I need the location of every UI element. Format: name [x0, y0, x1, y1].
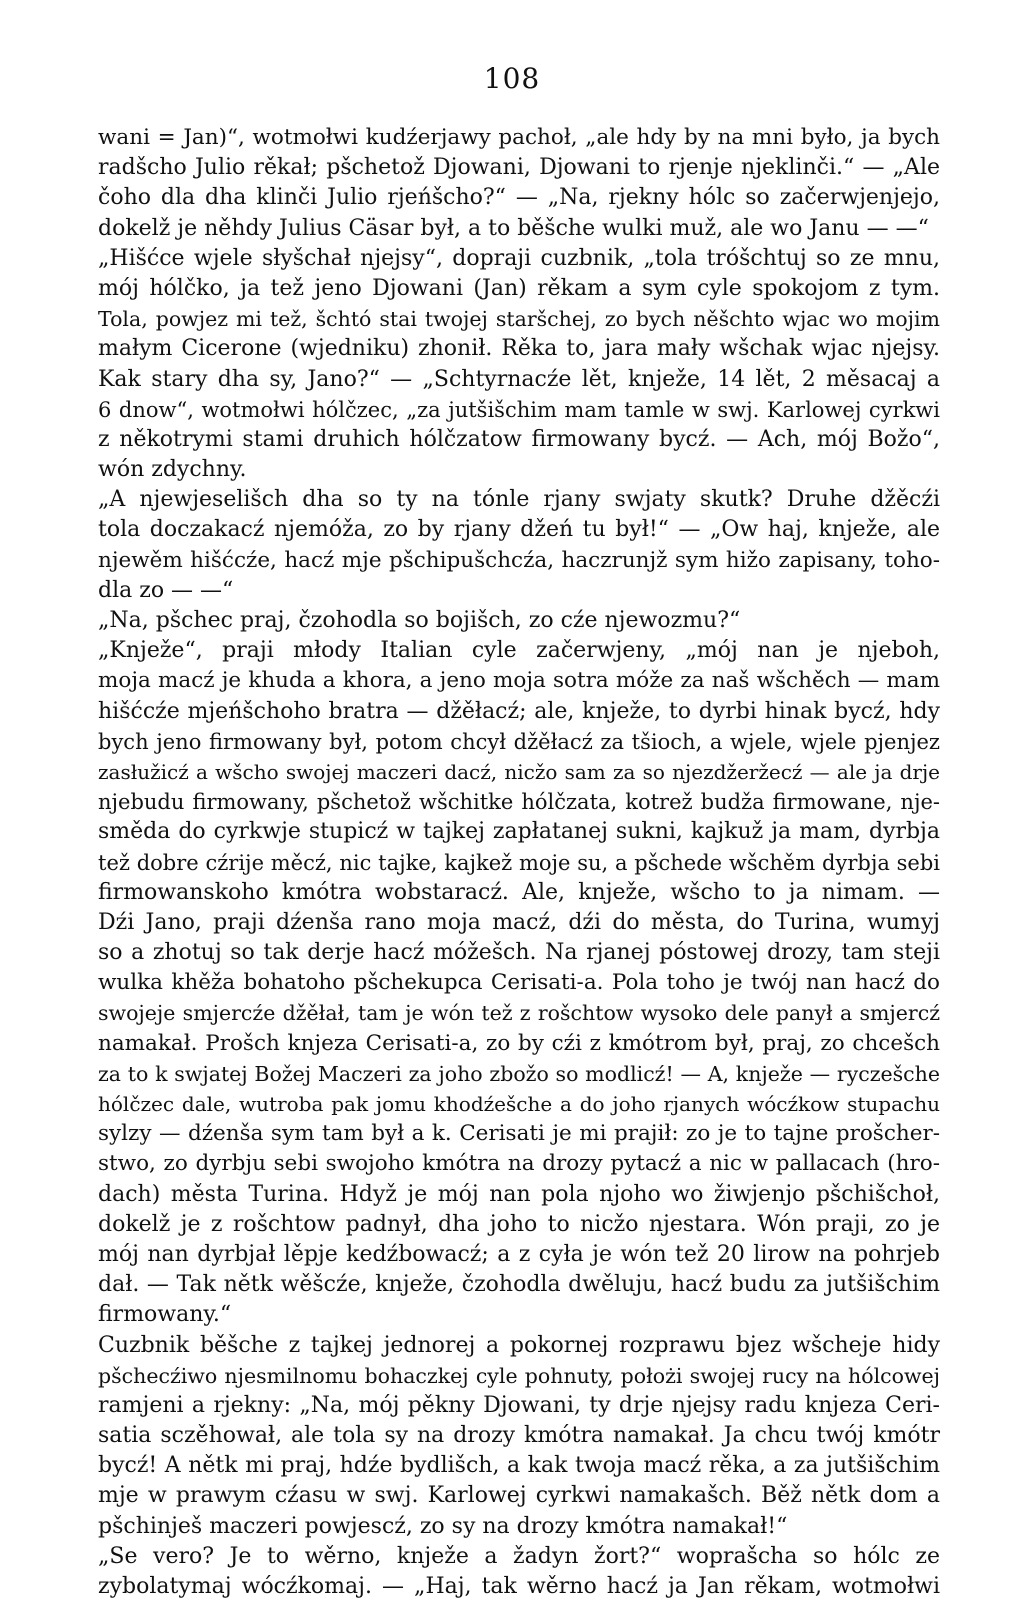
text-line: hišćcźe mjeńšchoho bratra — džěłacź; ale, knježe, to dyrbi hinak bycź, hdy — [98, 698, 940, 724]
text-line: pšchecźiwo njesmilnomu bohaczkej cyle pohnuty, położi swojej rucy na hólcowej — [98, 1363, 940, 1388]
text-line: namakał. Prošch knjeza Cerisati-a, zo by cźi z kmótrom był, praj, zo chcešch — [98, 1030, 940, 1056]
text-line: „A njewjeselišch dha so ty na tónle rjany swjaty skutk? Druhe džěcźi — [98, 487, 940, 513]
text-line: swojeje smjercźe džěłał, tam je wón tež z rošchtow wysoko dele panył a smjercź — [98, 1001, 940, 1026]
text-line: mój hólčko, ja tež jeno Djowani (Jan) rěkam a sym cyle spokojom z tym. — [98, 275, 940, 301]
text-line: stwo, zo dyrbju sebi swojoho kmótra na drozy pytacź a nic w pallacach (hro- — [98, 1151, 940, 1177]
page-number: 108 — [483, 62, 541, 95]
text-line: ramjeni a rjekny: „Na, mój pěkny Djowani, ty drje njejsy radu knjeza Ceri- — [98, 1392, 940, 1418]
text-line: „Se vero? Je to wěrno, knježe a žadyn žort?“ woprašcha so hólc ze — [98, 1543, 940, 1569]
text-line: Tola, powjez mi tež, šchtó stai twojej staršchej, zo bych něšchto wjac wo mojim — [98, 307, 940, 332]
text-line: satia sczěhował, ale tola sy na drozy kmótra namakał. Ja chcu twój kmótr — [98, 1423, 940, 1449]
text-line: bych jeno firmowany był, potom chcył džěłacź za tšioch, a wjele, wjele pjenjez — [98, 729, 940, 754]
text-line: wani = Jan)“, wotmołwi kudźerjawy pachoł, „ale hdy by na mni było, ja bych — [98, 125, 940, 150]
text-line: dał. — Tak nětk wěšcźe, knježe, čzohodla dwěluju, hacź budu za jutšišchim — [98, 1272, 940, 1298]
text-line: zybolatymaj wócźkomaj. — „Haj, tak wěrno hacź ja Jan rěkam, wotmołwi — [98, 1574, 940, 1599]
text-line: hólčzec dale, wutroba pak jomu khodźešche a do joho rjanych wócźkow stupachu — [98, 1092, 940, 1116]
text-line: wón zdychny. — [98, 457, 247, 483]
text-line: dla zo — —“ — [98, 577, 234, 603]
text-line: wulka khěža bohatoho pšchekupca Cerisati-a. Pola toho je twój nan hacź do — [98, 970, 940, 996]
text-line: mój nan dyrbjał lěpje kedźbowacź; a z cyła je wón tež 20 lirow na pohrjeb — [98, 1241, 940, 1267]
text-line: za to k swjatej Božej Maczeri za joho zbožo so modlicź! — A, knježe — ryczešche — [98, 1061, 940, 1086]
text-line: zasłužicź a wšcho swojej maczeri dacź, nicžo sam za so njezdžeržecź — ale ja drje — [98, 759, 940, 784]
text-line: pšchinješ maczeri powjescź, zo sy na drozy kmótra namakał!“ — [98, 1513, 788, 1539]
text-line: dach) města Turina. Hdyž je mój nan pola njoho wo žiwjenjo pšchišchoł, — [98, 1181, 940, 1207]
text-line: Cuzbnik běšche z tajkej jednorej a pokornej rozprawu bjez wšcheje hidy — [98, 1332, 940, 1358]
text-line: tola doczakacź njemóža, zo by rjany džeń tu był!“ — „Ow haj, knježe, ale — [98, 517, 940, 543]
text-line: moja macź je khuda a khora, a jeno moja sotra móže za naš wšchěch — mam — [98, 668, 940, 694]
text-line: mje w prawym cźasu w swj. Karlowej cyrkwi namakašch. Běž nětk dom a — [98, 1483, 940, 1509]
text-line: „Knježe“, praji młody Italian cyle začerwjeny, „mój nan je njeboh, — [98, 638, 940, 664]
text-line: dokelž je něhdy Julius Cäsar był, a to běšche wulki muž, ale wo Janu — —“ — [98, 215, 929, 241]
text-line: sylzy — dźenša sym tam był a k. Cerisati je mi prajił: zo je to tajne prošcher- — [98, 1121, 940, 1147]
text-line: małym Cicerone (wjedniku) zhonił. Rěka to, jara mały wšchak wjac njejsy. — [98, 336, 940, 362]
text-line: radšcho Julio rěkał; pšchetož Djowani, Djowani to rjenje njeklinči.“ — „Ale — [98, 155, 940, 181]
text-body — [98, 123, 940, 1602]
text-line: firmowany.“ — [98, 1302, 232, 1328]
text-line: „Hišćce wjele słyšchał njejsy“, dopraji cuzbnik, „tola tróšchtuj so ze mnu, — [98, 245, 940, 271]
text-line: njebudu firmowany, pšchetož wšchitke hólčzata, kotrež budža firmowane, nje- — [98, 790, 940, 815]
text-line: so a zhotuj so tak derje hacź móžešch. Na rjanej póstowej drozy, tam steji — [98, 940, 940, 966]
text-line: „Na, pšchec praj, čzohodla so bojišch, zo cźe njewozmu?“ — [98, 608, 741, 633]
text-line: Dźi Jano, praji dźenša rano moja macź, dźi do města, do Turina, wumyj — [98, 909, 940, 935]
text-line: firmowanskoho kmótra wobstaracź. Ale, knježe, wšcho to ja nimam. — — [98, 879, 940, 905]
text-line: 6 dnow“, wotmołwi hólčzec, „za jutšišchim mam tamle w swj. Karlowej cyrkwi — [98, 397, 940, 422]
text-line: bycź! A nětk mi praj, hdźe bydlišch, a kak twoja macź rěka, a za jutšišchim — [98, 1453, 940, 1479]
text-line: dokelž je z rošchtow padnył, dha joho to nicžo njestara. Wón praji, zo je — [98, 1211, 940, 1237]
text-line: Kak stary dha sy, Jano?“ — „Schtyrnacźe lět, knježe, 14 lět, 2 měsacaj a — [98, 366, 940, 392]
text-line: čoho dla dha klinči Julio rjeńšcho?“ — „Na, rjekny hólc so začerwjenjejo, — [98, 185, 940, 211]
text-line: tež dobre cźrije měcź, nic tajke, kajkež moje su, a pšchede wšchěm dyrbja sebi — [98, 850, 940, 875]
text-line: z někotrymi stami druhich hólčzatow firmowany bycź. — Ach, mój Božo“, — [98, 426, 940, 452]
text-line: směda do cyrkwje stupicź w tajkej zapłatanej sukni, kajkuž ja mam, dyrbja — [98, 819, 940, 845]
text-line: njewěm hišćcźe, hacź mje pšchipušchcźa, haczrunjž sym hižo zapisany, toho- — [98, 547, 940, 573]
